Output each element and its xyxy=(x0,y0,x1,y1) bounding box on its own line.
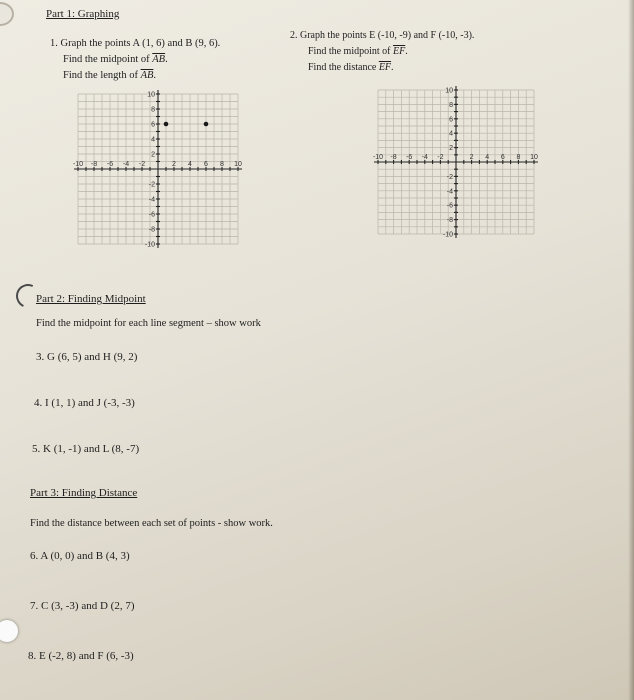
part3-title: Part 3: Finding Distance xyxy=(30,487,138,499)
plotted-point xyxy=(164,122,169,127)
y-tick-label: 10 xyxy=(147,91,155,99)
y-tick-label: 4 xyxy=(151,136,155,144)
y-tick-label: 2 xyxy=(151,151,155,159)
q1-line3: Find the length of $\overline{AB}$. xyxy=(63,70,157,81)
q2-midpoint-text: Find the midpoint of xyxy=(308,46,393,57)
y-tick-label: -2 xyxy=(446,173,453,181)
y-tick-label: 2 xyxy=(449,145,453,153)
y-tick-label: -4 xyxy=(446,188,453,196)
problem-6: 6. A (0, 0) and B (4, 3) xyxy=(30,550,130,562)
coordinate-grid-1[interactable] xyxy=(68,88,244,250)
y-tick-label: -4 xyxy=(148,196,155,204)
plotted-point xyxy=(204,122,209,127)
y-tick-label: -8 xyxy=(148,226,155,234)
x-tick-label: 8 xyxy=(516,154,521,161)
y-tick-label: 6 xyxy=(449,116,453,124)
y-tick-label: 8 xyxy=(449,101,453,109)
y-tick-label: 6 xyxy=(151,121,155,129)
problem-4: 4. I (1, 1) and J (-3, -3) xyxy=(34,397,135,409)
y-tick-label: -6 xyxy=(148,211,155,219)
x-tick-label: 6 xyxy=(204,161,208,168)
x-tick-label: -6 xyxy=(106,161,114,168)
punch-hole-bottom xyxy=(0,620,18,642)
part3-instruction: Find the distance between each set of points - show work. xyxy=(30,518,273,529)
q2-line3: Find the distance $\overline{EF}$. xyxy=(308,62,394,73)
x-tick-label: -2 xyxy=(437,154,444,161)
q1-line2: Find the midpoint of $\overline{AB}$. xyxy=(63,54,168,65)
x-tick-label: 10 xyxy=(530,154,538,161)
part2-title: Part 2: Finding Midpoint xyxy=(36,293,146,305)
x-tick-label: 4 xyxy=(188,161,192,168)
x-tick-label: 8 xyxy=(220,161,224,168)
q2-segment-ef-2: $\overline{EF}$ xyxy=(378,62,392,73)
q1-segment-ab-2: $\overline{AB}$ xyxy=(140,70,154,81)
x-tick-label: 6 xyxy=(500,154,505,161)
punch-hole-top xyxy=(0,2,14,26)
x-tick-label: 2 xyxy=(469,154,474,161)
y-tick-label: -10 xyxy=(442,231,453,239)
y-tick-label: 8 xyxy=(151,106,155,114)
y-tick-label: -6 xyxy=(446,202,453,210)
q1-midpoint-text: Find the midpoint of xyxy=(63,54,153,65)
y-tick-label: -10 xyxy=(144,241,155,249)
x-tick-label: -10 xyxy=(72,161,84,168)
x-tick-label: -4 xyxy=(421,154,428,161)
y-tick-label: -2 xyxy=(148,181,155,189)
q1-length-text: Find the length of xyxy=(63,70,141,81)
x-tick-label: -10 xyxy=(372,154,384,161)
problem-5: 5. K (1, -1) and L (8, -7) xyxy=(32,443,140,455)
x-tick-label: 10 xyxy=(234,161,242,168)
problem-7: 7. C (3, -3) and D (2, 7) xyxy=(30,600,135,612)
q1-segment-ab: $\overline{AB}$ xyxy=(152,54,166,65)
q2-line2: Find the midpoint of $\overline{EF}$. xyxy=(308,46,408,57)
x-tick-label: -8 xyxy=(390,154,397,161)
x-tick-label: 2 xyxy=(172,161,176,168)
q2-distance-text: Find the distance xyxy=(308,62,379,73)
q2-line1: 2. Graph the points E (-10, -9) and F (-10, -3). xyxy=(290,30,475,41)
page-edge-shadow xyxy=(628,0,634,700)
coordinate-grid-2[interactable] xyxy=(368,84,540,240)
y-tick-label: 10 xyxy=(445,87,453,95)
q2-segment-ef: $\overline{EF}$ xyxy=(393,46,406,57)
x-tick-label: -2 xyxy=(138,161,146,168)
x-tick-label: 4 xyxy=(485,154,490,161)
q1-line1: 1. Graph the points A (1, 6) and B (9, 6). xyxy=(50,38,221,49)
x-tick-label: -4 xyxy=(122,161,130,168)
part2-instruction: Find the midpoint for each line segment – show work xyxy=(36,318,261,329)
y-tick-label: -8 xyxy=(446,217,453,225)
x-tick-label: -8 xyxy=(90,161,98,168)
y-tick-label: 4 xyxy=(449,130,453,138)
part1-title: Part 1: Graphing xyxy=(46,8,120,20)
problem-3: 3. G (6, 5) and H (9, 2) xyxy=(36,351,138,363)
x-tick-label: -6 xyxy=(406,154,413,161)
problem-8: 8. E (-2, 8) and F (6, -3) xyxy=(28,650,134,662)
